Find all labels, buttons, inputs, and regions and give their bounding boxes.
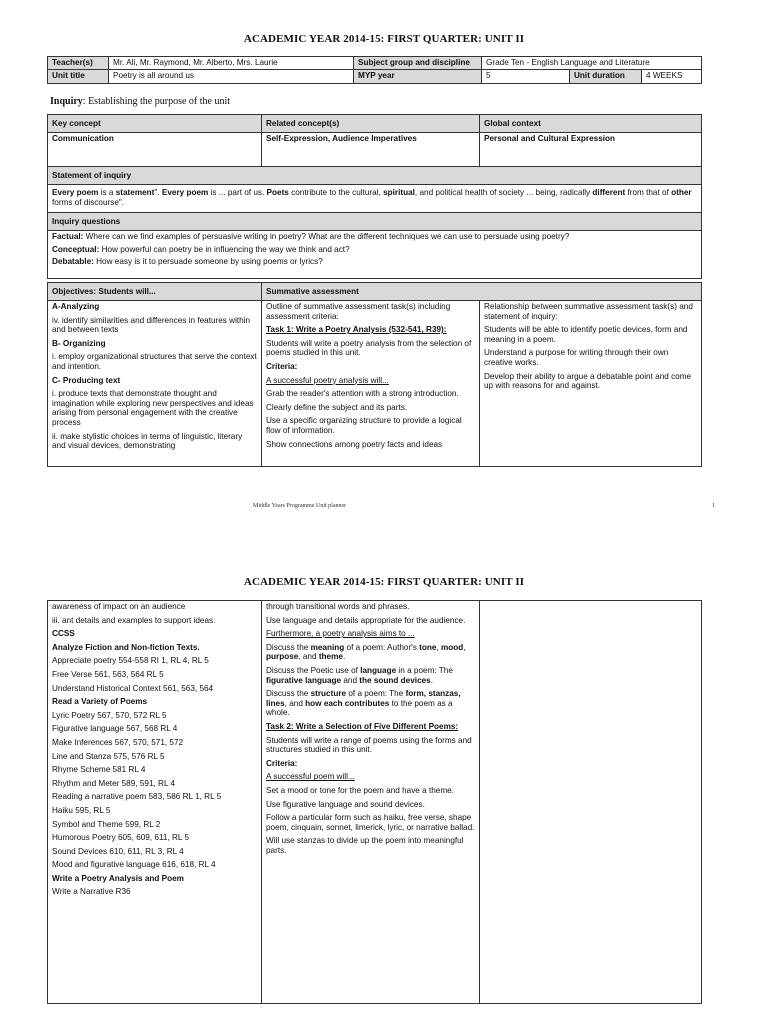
empty-column	[480, 601, 702, 1004]
ccss-list-item: Make Inferences 567, 570, 571, 572	[52, 737, 184, 747]
subject-label: Subject group and discipline	[354, 57, 482, 70]
subject-value: Grade Ten - English Language and Literature	[482, 57, 702, 70]
conceptual-question: Conceptual: How powerful can poetry be in influencing the way we think and act?	[52, 244, 350, 254]
page-number: 1	[712, 503, 715, 509]
related-concepts-value: Self-Expression, Audience Imperatives	[262, 133, 480, 167]
teacher-label: Teacher(s)	[48, 57, 109, 70]
ccss-list-item: Sound Devices 610, 611, RL 3, RL 4	[52, 846, 184, 856]
myp-year-value: 5	[482, 70, 570, 84]
ccss-list-item: Line and Stanza 575, 576 RL 5	[52, 751, 165, 761]
debatable-question: Debatable: How easy is it to persuade someone by using poems or lyrics?	[52, 257, 323, 267]
ccss-list-item: Rhyme Scheme 581 RL 4	[52, 765, 146, 775]
ccss-list-item: Mood and figurative language 616, 618, RL 4	[52, 860, 216, 870]
inquiry-heading: Inquiry: Establishing the purpose of the unit	[50, 96, 230, 107]
ccss-column: awareness of impact on an audience iii. ant details and examples to support ideas. CCSS Analyze Fiction and Non-fiction Texts. Appreciate poetry 554-558 RI 1, RL 4, RL 5 Free Verse 561, 563, 564 RL 5 Understand Historical Context 561, 563, 564 Read a Variety of Poems Lyric Poetry 567, 570, 572 RL 5 Figurative language 567, 568 RL 4 Make Inferences 567, 570, 571, 572 Line and Stanza 575, 576 RL 5 Rhyme Scheme 581 RL 4 Rhythm and Meter 589, 591, RL 4 Reading a narrative poem 583, 586 RL 1, RL 5 Haiku 595, RL 5 Symbol and Theme 599, RL 2 Humorous Poetry 605, 609, 611, RL 5 Sound Devices 610, 611, RL 3, RL 4 Mood and figurative language 616, 618, RL 4 Write a Poetry Analysis and Poem Write a Narrative R36	[48, 601, 262, 1004]
summative-continued-column: through transitional words and phrases. Use language and details appropriate for the audience. Furthermore, a poetry analysis aims to ... Discuss the meaning of a poem: Author's tone, mood, purpose, and theme. Discuss the Poetic use of language in a poem: The figurative language and the sound devices. Discuss the structure of a poem: The form, stanzas, lines, and how each contributes to the poem as a whole. Task 2: Write a Selection of Five Different Poems: Students will write a range of poems using the forms and structures studied in this unit. Criteria: A successful poem will... Set a mood or tone for the poem and have a theme. Use figurative language and sound devices. Follow a particular form such as haiku, free verse, shape poem, cinquain, sonnet, limerick, lyric, or narrative ballad. Will use stanzas to divide up the poem into meaningful parts.	[262, 601, 480, 1004]
page-title: ACADEMIC YEAR 2014-15: FIRST QUARTER: UNIT II	[243, 33, 525, 45]
teacher-value: Mr. Ali, Mr. Raymond, Mr. Alberto, Mrs. Laurie	[109, 57, 354, 70]
ccss-list-item: Reading a narrative poem 583, 586 RL 1, RL 5	[52, 792, 222, 802]
myp-year-label: MYP year	[354, 70, 482, 84]
ccss-list-item: Understand Historical Context 561, 563, 564	[52, 683, 214, 693]
unit-title-value: Poetry is all around us	[109, 70, 354, 84]
ccss-list-item: Free Verse 561, 563, 564 RL 5	[52, 669, 164, 679]
global-context-value: Personal and Cultural Expression	[480, 133, 702, 167]
related-concepts-label: Related concept(s)	[262, 115, 480, 133]
unit-header-table	[47, 56, 702, 84]
ccss-list-item: Symbol and Theme 599, RL 2	[52, 819, 161, 829]
footer-text: Middle Years Programme Unit planner	[253, 503, 347, 509]
page2-title: ACADEMIC YEAR 2014-15: FIRST QUARTER: UNIT II	[243, 576, 525, 588]
unit-duration-label: Unit duration	[570, 70, 642, 84]
global-context-label: Global context	[480, 115, 702, 133]
ccss-list-item: Appreciate poetry 554-558 RI 1, RL 4, RL 5	[52, 656, 209, 666]
statement-of-inquiry: Every poem is a statement". Every poem is ... part of us. Poets contribute to the cultural, spiritual, and political health of society ... being, radically different from that of other forms of discourse".	[48, 185, 702, 213]
ccss-list-item: Haiku 595, RL 5	[52, 805, 111, 815]
inquiry-questions-label: Inquiry questions	[48, 213, 702, 231]
page2-table	[47, 600, 702, 1004]
statement-label: Statement of inquiry	[48, 167, 702, 185]
ccss-list-item: Rhythm and Meter 589, 591, RL 4	[52, 778, 176, 788]
inquiry-questions	[48, 231, 702, 279]
relationship-column: Relationship between summative assessment task(s) and statement of inquiry: Students will be able to identify poetic devices, form and meaning in a poem. Understand a purpose for writing through their own creative works. Develop their ability to argue a debatable point and come up with reasons for and against.	[480, 301, 702, 467]
ccss-list-item: Figurative language 567, 568 RL 4	[52, 724, 178, 734]
summative-label: Summative assessment	[262, 283, 702, 301]
ccss-list-item: Humorous Poetry 605, 609, 611, RL 5	[52, 833, 189, 843]
ccss-list-item: Lyric Poetry 567, 570, 572 RL 5	[52, 710, 167, 720]
unit-title-label: Unit title	[48, 70, 109, 84]
key-concept-label: Key concept	[48, 115, 262, 133]
key-concept-value: Communication	[48, 133, 262, 167]
objectives-table	[47, 282, 702, 467]
objectives-label: Objectives: Students will...	[48, 283, 262, 301]
inquiry-table	[47, 114, 702, 279]
unit-duration-value: 4 WEEKS	[642, 70, 702, 84]
summative-column: Outline of summative assessment task(s) including assessment criteria: Task 1: Write a Poetry Analysis (532-541, R39): Students will write a poetry analysis from the selection of poems studied in this unit. Criteria: A successful poetry analysis will... Grab the reader's attention with a strong introduction. Clearly define the subject and its parts. Use a specific organizing structure to provide a logical flow of information. Show connections among poetry facts and ideas	[262, 301, 480, 467]
factual-question: Factual: Where can we find examples of persuasive writing in poetry? What are the different techniques we can use to persuade using poetry?	[52, 232, 570, 241]
objectives-column: A-Analyzing iv. identify similarities and differences in features within and between texts B- Organizing i. employ organizational structures that serve the context and intention. C- Producing text i. produce texts that demonstrate thought and imagination while exploring new perspectives and ideas arising from personal engagement with the creative process ii. make stylistic choices in terms of linguistic, literary and visual devices, demonstrating	[48, 301, 262, 467]
